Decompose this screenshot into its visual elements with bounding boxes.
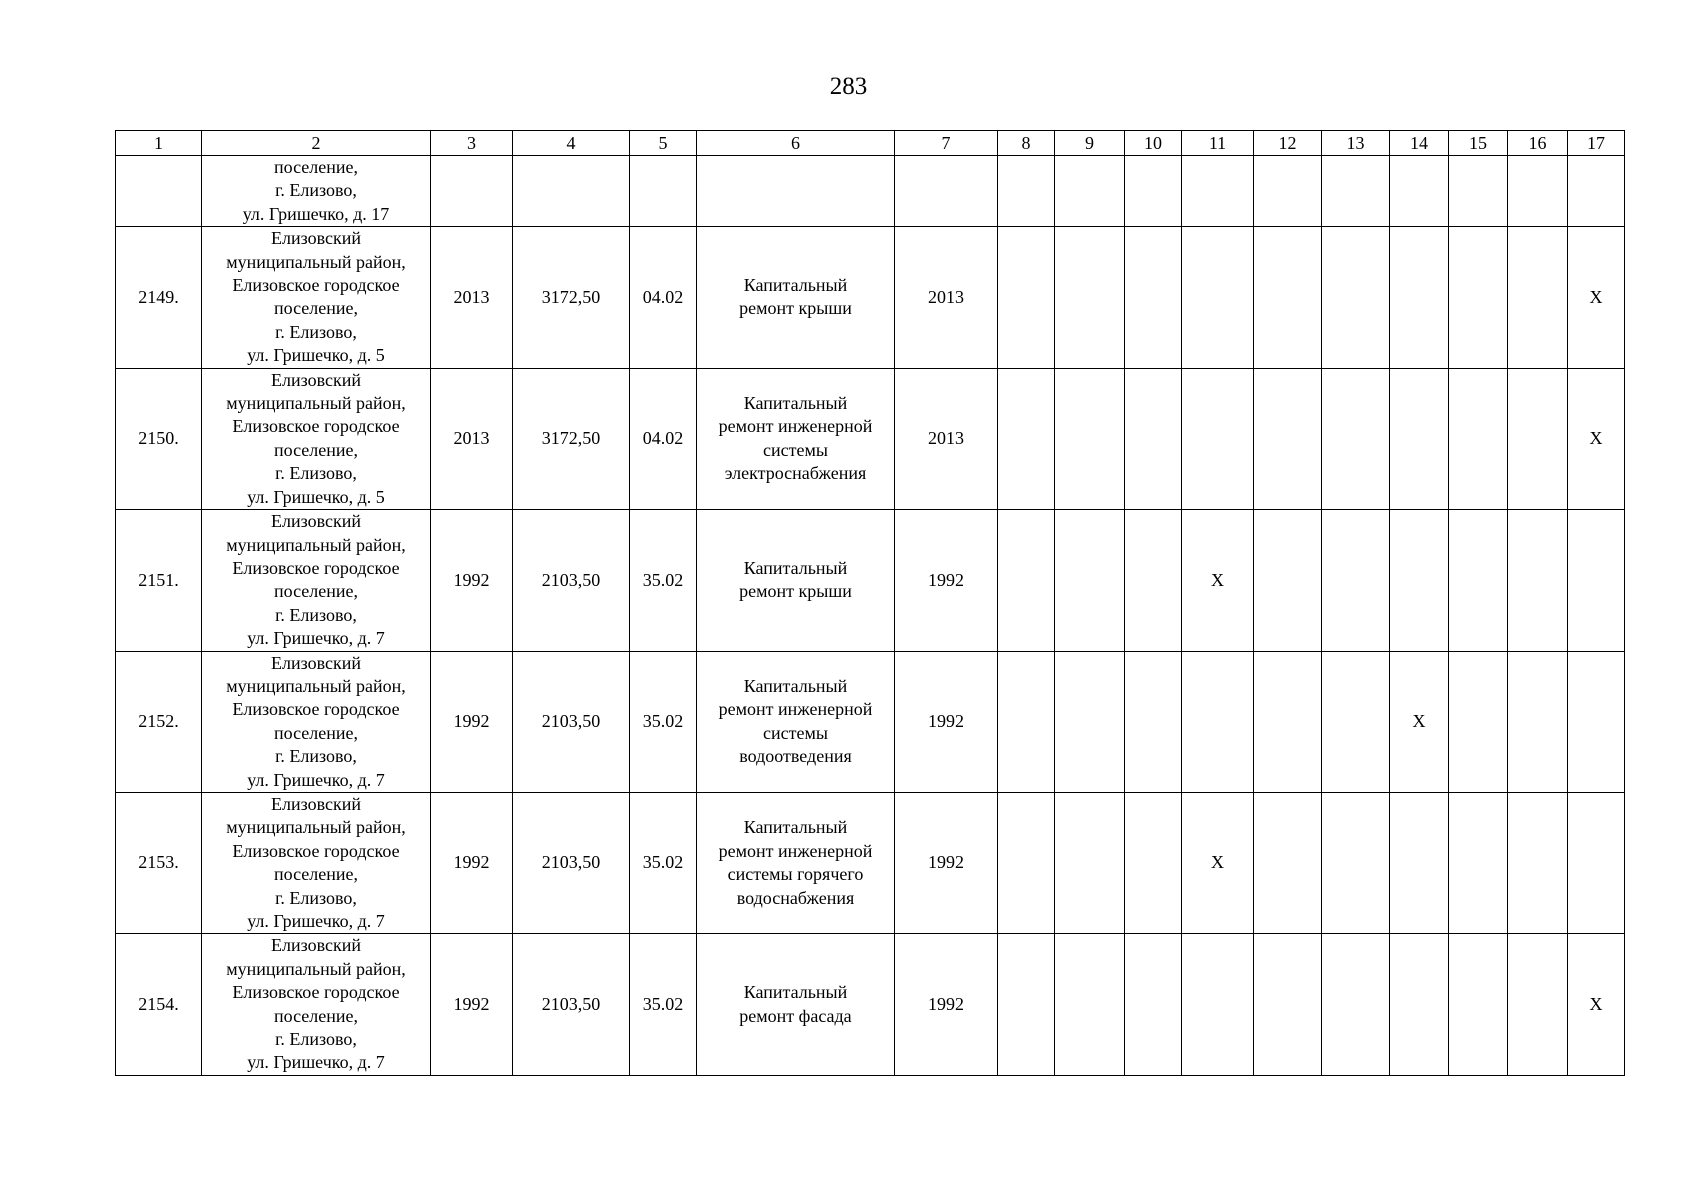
work-type-line: электроснабжения (724, 463, 867, 484)
page-number: 283 (829, 73, 868, 100)
area-cell: 2103,50 (513, 510, 630, 651)
work-type-line: Капитальный (743, 557, 848, 578)
mark-cell-col13 (1322, 368, 1390, 509)
work-type-line: системы (763, 439, 828, 460)
address-line: Елизовское городское (232, 557, 400, 578)
address-line: поселение, (273, 298, 358, 319)
code-cell: 04.02 (630, 227, 697, 368)
work-type-line: ремонт крыши (739, 581, 852, 602)
column-header: 11 (1182, 131, 1254, 156)
mark-cell-col10 (1125, 792, 1182, 933)
column-header: 6 (697, 131, 895, 156)
row-number-cell: 2153. (116, 792, 202, 933)
address-line: муниципальный район, (226, 393, 406, 414)
address-line: поселение, (273, 864, 358, 885)
row-number-cell: 2149. (116, 227, 202, 368)
address-line: Елизовский (270, 935, 361, 956)
address-line: поселение, (273, 581, 358, 602)
table-row (116, 651, 1625, 792)
mark-cell-col10 (1125, 934, 1182, 1075)
table-row (116, 510, 1625, 651)
column-header: 10 (1125, 131, 1182, 156)
work-type-line: ремонт инженерной (718, 416, 873, 437)
column-header: 2 (202, 131, 431, 156)
mark-cell-col12 (1254, 651, 1322, 792)
repair-year-cell: 2013 (895, 368, 998, 509)
mark-cell-col17: X (1568, 934, 1625, 1075)
column-number-header-row (116, 131, 1625, 156)
empty-cell (431, 156, 513, 227)
table-row (116, 227, 1625, 368)
mark-cell-col15 (1449, 934, 1508, 1075)
repair-program-table (115, 130, 1625, 1076)
work-type-cell (697, 934, 895, 1075)
mark-cell-col10 (1125, 227, 1182, 368)
empty-cell (630, 156, 697, 227)
empty-cell (513, 156, 630, 227)
mark-cell-col8 (998, 651, 1055, 792)
empty-cell (1254, 156, 1322, 227)
mark-cell-col9 (1055, 792, 1125, 933)
address-line: Елизовский (270, 793, 361, 814)
work-type-line: Капитальный (743, 275, 848, 296)
commissioning-year-cell: 1992 (431, 651, 513, 792)
mark-cell-col16 (1508, 792, 1568, 933)
mark-cell-col13 (1322, 227, 1390, 368)
mark-cell-col8 (998, 510, 1055, 651)
address-line: ул. Гришечко, д. 17 (242, 203, 390, 224)
mark-cell-col10 (1125, 510, 1182, 651)
repair-year-cell: 1992 (895, 510, 998, 651)
column-header: 15 (1449, 131, 1508, 156)
address-cell (202, 792, 431, 933)
mark-cell-col15 (1449, 510, 1508, 651)
column-header: 1 (116, 131, 202, 156)
mark-cell-col15 (1449, 651, 1508, 792)
area-cell: 2103,50 (513, 934, 630, 1075)
mark-cell-col11: X (1182, 510, 1254, 651)
commissioning-year-cell: 2013 (431, 368, 513, 509)
column-header: 7 (895, 131, 998, 156)
column-header: 17 (1568, 131, 1625, 156)
commissioning-year-cell: 1992 (431, 792, 513, 933)
commissioning-year-cell: 2013 (431, 227, 513, 368)
empty-cell (998, 156, 1055, 227)
empty-cell (1322, 156, 1390, 227)
address-line: Елизовское городское (232, 275, 400, 296)
mark-cell-col15 (1449, 227, 1508, 368)
area-cell: 3172,50 (513, 368, 630, 509)
mark-cell-col8 (998, 792, 1055, 933)
address-line: поселение, (273, 157, 358, 177)
mark-cell-col12 (1254, 792, 1322, 933)
column-header: 9 (1055, 131, 1125, 156)
mark-cell-col8 (998, 227, 1055, 368)
address-line: Елизовский (270, 652, 361, 673)
work-type-line: водоотведения (739, 746, 852, 767)
mark-cell-col12 (1254, 510, 1322, 651)
empty-cell (1125, 156, 1182, 227)
empty-cell (895, 156, 998, 227)
empty-cell (697, 156, 895, 227)
work-type-line: ремонт инженерной (718, 699, 873, 720)
mark-cell-col16 (1508, 227, 1568, 368)
mark-cell-col17: X (1568, 227, 1625, 368)
row-number-cell: 2152. (116, 651, 202, 792)
mark-cell-col11 (1182, 227, 1254, 368)
mark-cell-col8 (998, 934, 1055, 1075)
address-line: муниципальный район, (226, 251, 406, 272)
mark-cell-col12 (1254, 227, 1322, 368)
address-line: г. Елизово, (275, 180, 357, 201)
column-header: 16 (1508, 131, 1568, 156)
mark-cell-col9 (1055, 510, 1125, 651)
mark-cell-col13 (1322, 651, 1390, 792)
repair-year-cell: 1992 (895, 792, 998, 933)
mark-cell-col17 (1568, 651, 1625, 792)
area-cell: 3172,50 (513, 227, 630, 368)
mark-cell-col17 (1568, 510, 1625, 651)
address-line: поселение, (273, 722, 358, 743)
address-line: поселение, (273, 439, 358, 460)
column-header: 13 (1322, 131, 1390, 156)
column-header: 12 (1254, 131, 1322, 156)
mark-cell-col14 (1390, 934, 1449, 1075)
address-line: Елизовский (270, 511, 361, 532)
address-line: Елизовский (270, 228, 361, 249)
row-number-cell: 2154. (116, 934, 202, 1075)
address-cell (202, 368, 431, 509)
mark-cell-col10 (1125, 368, 1182, 509)
mark-cell-col16 (1508, 651, 1568, 792)
address-cell (202, 227, 431, 368)
row-number-cell: 2151. (116, 510, 202, 651)
table-row (116, 368, 1625, 509)
code-cell: 35.02 (630, 792, 697, 933)
work-type-cell (697, 651, 895, 792)
address-line: ул. Гришечко, д. 7 (247, 628, 385, 649)
mark-cell-col15 (1449, 792, 1508, 933)
mark-cell-col9 (1055, 934, 1125, 1075)
work-type-cell (697, 510, 895, 651)
address-line: г. Елизово, (275, 321, 357, 342)
address-line: г. Елизово, (275, 604, 357, 625)
address-line: Елизовский (270, 369, 361, 390)
address-line: Елизовское городское (232, 982, 400, 1003)
work-type-cell (697, 368, 895, 509)
work-type-cell (697, 227, 895, 368)
work-type-cell (697, 792, 895, 933)
address-line: г. Елизово, (275, 887, 357, 908)
code-cell: 35.02 (630, 510, 697, 651)
code-cell: 35.02 (630, 934, 697, 1075)
mark-cell-col12 (1254, 934, 1322, 1075)
mark-cell-col17 (1568, 792, 1625, 933)
commissioning-year-cell: 1992 (431, 934, 513, 1075)
repair-year-cell: 2013 (895, 227, 998, 368)
code-cell: 35.02 (630, 651, 697, 792)
number-cell (116, 156, 202, 227)
row-number-cell: 2150. (116, 368, 202, 509)
work-type-line: ремонт инженерной (718, 840, 873, 861)
mark-cell-col13 (1322, 792, 1390, 933)
work-type-line: Капитальный (743, 393, 848, 414)
mark-cell-col14 (1390, 227, 1449, 368)
mark-cell-col16 (1508, 934, 1568, 1075)
address-line: ул. Гришечко, д. 5 (247, 345, 385, 366)
address-line: ул. Гришечко, д. 7 (247, 1052, 385, 1073)
column-header: 4 (513, 131, 630, 156)
work-type-line: ремонт фасада (739, 1005, 852, 1026)
mark-cell-col11 (1182, 651, 1254, 792)
commissioning-year-cell: 1992 (431, 510, 513, 651)
empty-cell (1390, 156, 1449, 227)
mark-cell-col11 (1182, 934, 1254, 1075)
mark-cell-col14 (1390, 368, 1449, 509)
column-header: 5 (630, 131, 697, 156)
address-cell (202, 510, 431, 651)
address-cell (202, 934, 431, 1075)
work-type-line: водоснабжения (736, 887, 855, 908)
area-cell: 2103,50 (513, 792, 630, 933)
mark-cell-col16 (1508, 510, 1568, 651)
continuation-row (116, 156, 1625, 227)
mark-cell-col11 (1182, 368, 1254, 509)
mark-cell-col10 (1125, 651, 1182, 792)
address-line: муниципальный район, (226, 958, 406, 979)
mark-cell-col16 (1508, 368, 1568, 509)
address-line: ул. Гришечко, д. 7 (247, 769, 385, 790)
address-line: ул. Гришечко, д. 7 (247, 911, 385, 931)
address-line: Елизовское городское (232, 416, 400, 437)
address-cell (202, 156, 431, 227)
address-line: муниципальный район, (226, 817, 406, 838)
address-line: ул. Гришечко, д. 5 (247, 486, 385, 507)
work-type-line: Капитальный (743, 817, 848, 838)
empty-cell (1182, 156, 1254, 227)
column-header: 14 (1390, 131, 1449, 156)
mark-cell-col17: X (1568, 368, 1625, 509)
address-line: г. Елизово, (275, 1029, 357, 1050)
work-type-line: системы горячего (727, 864, 864, 885)
work-type-line: ремонт крыши (739, 298, 852, 319)
address-line: г. Елизово, (275, 746, 357, 767)
area-cell: 2103,50 (513, 651, 630, 792)
empty-cell (1508, 156, 1568, 227)
address-line: муниципальный район, (226, 675, 406, 696)
address-line: Елизовское городское (232, 699, 400, 720)
table-row (116, 792, 1625, 933)
work-type-line: Капитальный (743, 982, 848, 1003)
mark-cell-col13 (1322, 934, 1390, 1075)
address-line: г. Елизово, (275, 463, 357, 484)
empty-cell (1449, 156, 1508, 227)
column-header: 3 (431, 131, 513, 156)
mark-cell-col8 (998, 368, 1055, 509)
empty-cell (1055, 156, 1125, 227)
mark-cell-col14 (1390, 510, 1449, 651)
address-line: Елизовское городское (232, 840, 400, 861)
address-line: муниципальный район, (226, 534, 406, 555)
mark-cell-col13 (1322, 510, 1390, 651)
mark-cell-col15 (1449, 368, 1508, 509)
work-type-line: системы (763, 722, 828, 743)
work-type-line: Капитальный (743, 675, 848, 696)
mark-cell-col14: X (1390, 651, 1449, 792)
mark-cell-col9 (1055, 368, 1125, 509)
mark-cell-col14 (1390, 792, 1449, 933)
empty-cell (1568, 156, 1625, 227)
table-row (116, 934, 1625, 1075)
address-line: поселение, (273, 1005, 358, 1026)
repair-year-cell: 1992 (895, 651, 998, 792)
repair-year-cell: 1992 (895, 934, 998, 1075)
address-cell (202, 651, 431, 792)
mark-cell-col11: X (1182, 792, 1254, 933)
column-header: 8 (998, 131, 1055, 156)
mark-cell-col9 (1055, 227, 1125, 368)
mark-cell-col9 (1055, 651, 1125, 792)
code-cell: 04.02 (630, 368, 697, 509)
mark-cell-col12 (1254, 368, 1322, 509)
